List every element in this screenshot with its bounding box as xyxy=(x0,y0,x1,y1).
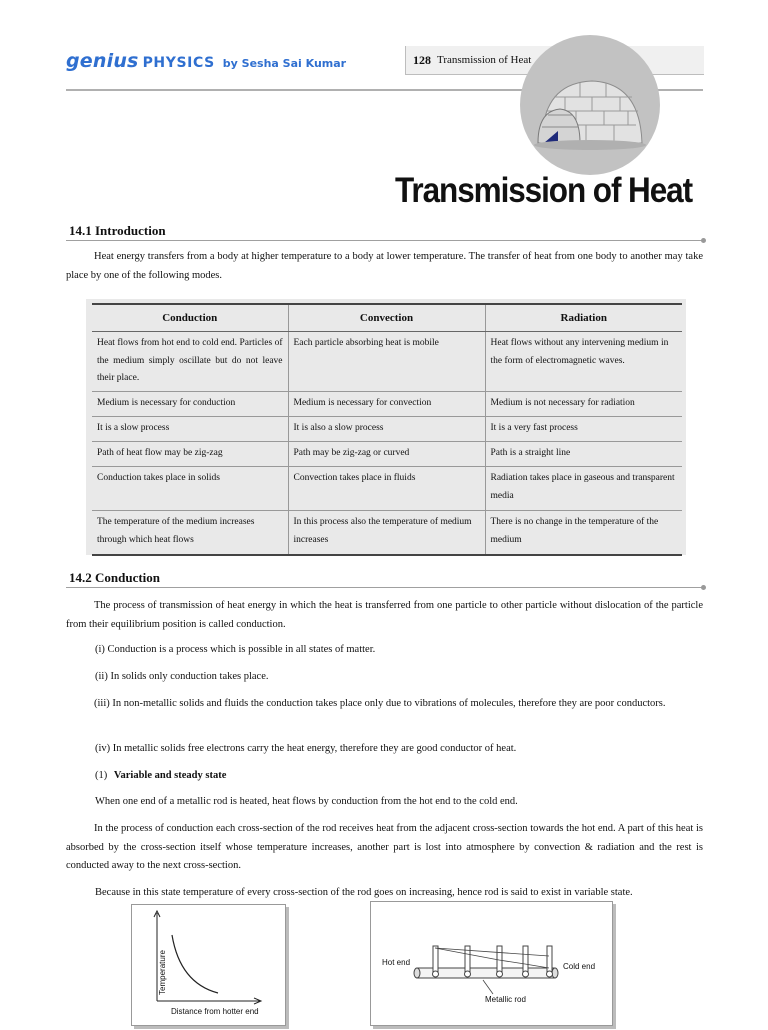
table-row xyxy=(92,417,682,442)
intro-paragraph: Heat energy transfers from a body at higher temperature to a body at lower temperature. The transfer of heat from one body to another may take place by one of the following modes. xyxy=(66,251,703,281)
column-header: Conduction xyxy=(92,304,288,332)
table-header-row xyxy=(92,304,682,332)
page-number: 128 xyxy=(413,53,431,67)
table-cell: Path of heat flow may be zig-zag xyxy=(92,442,288,467)
table-row xyxy=(92,392,682,417)
section-rule xyxy=(66,240,703,241)
table-cell: Path may be zig-zag or curved xyxy=(288,442,485,467)
y-axis-label: Temperature xyxy=(157,950,167,995)
table-cell: There is no change in the temperature of the medium xyxy=(485,511,682,555)
chapter-title: Transmission of Heat xyxy=(395,171,692,210)
table-cell: Radiation takes place in gaseous and transparent media xyxy=(485,467,682,511)
table-row xyxy=(92,332,682,392)
column-header: Convection xyxy=(288,304,485,332)
table-cell: Each particle absorbing heat is mobile xyxy=(288,332,485,392)
conduction-point-2: (ii) In solids only conduction takes place. xyxy=(95,671,269,682)
table-cell: Conduction takes place in solids xyxy=(92,467,288,511)
brand-logo xyxy=(66,50,346,72)
modes-comparison-table xyxy=(92,303,682,556)
subsection-number: (1) xyxy=(95,770,108,781)
metallic-rod-label: Metallic rod xyxy=(485,995,526,1004)
subsection-title: Variable and steady state xyxy=(113,770,227,781)
table-cell: Path is a straight line xyxy=(485,442,682,467)
conduction-point-4: (iv) In metallic solids free electrons carry the heat energy, therefore they are good conductor of heat. xyxy=(95,743,517,754)
rule-end-dot xyxy=(701,238,706,243)
section-heading-conduction: 14.2 Conduction xyxy=(69,570,161,585)
igloo-icon xyxy=(520,35,660,175)
variable-state-para-3: Because in this state temperature of every cross-section of the rod goes on increasing, hence rod is said to exist in variable state. xyxy=(95,887,633,898)
table-cell: In this process also the temperature of medium increases xyxy=(288,511,485,555)
table-cell: Heat flows from hot end to cold end. Particles of the medium simply oscillate but do not leave their place. xyxy=(92,332,288,392)
column-header: Radiation xyxy=(485,304,682,332)
table-cell: The temperature of the medium increases through which heat flows xyxy=(92,511,288,555)
section-heading-introduction: 14.1 Introduction xyxy=(69,223,166,238)
x-axis-label: Distance from hotter end xyxy=(171,1007,259,1016)
table-cell: It is a very fast process xyxy=(485,417,682,442)
table-cell: Medium is not necessary for radiation xyxy=(485,392,682,417)
table-cell: Medium is necessary for conduction xyxy=(92,392,288,417)
conduction-point-1: (i) Conduction is a process which is possible in all states of matter. xyxy=(95,644,376,655)
hot-end-label: Hot end xyxy=(382,958,411,967)
table-cell: It is also a slow process xyxy=(288,417,485,442)
table-cell: Heat flows without any intervening medium in the form of electromagnetic waves. xyxy=(485,332,682,392)
rule-end-dot xyxy=(701,585,706,590)
table-row xyxy=(92,467,682,511)
conduction-definition: The process of transmission of heat energy in which the heat is transferred from one particle to other particle without dislocation of the particle from their equilibrium position is called conduction. xyxy=(66,600,703,630)
subsection-heading xyxy=(95,767,226,786)
variable-state-para-2: In the process of conduction each cross-section of the rod receives heat from the adjacent cross-section towards the hot end. A part of this heat is absorbed by the cross-section itself whose temperature increases, another part is lost into atmosphere by convection & radiation and the rest is conducted away to the next cross-section. xyxy=(66,823,703,871)
table-row xyxy=(92,442,682,467)
table-cell: Medium is necessary for convection xyxy=(288,392,485,417)
conduction-point-3: (iii) In non-metallic solids and fluids the conduction takes place only due to vibrations of molecules, therefore they are poor conductors. xyxy=(94,698,666,709)
brand-author: by Sesha Sai Kumar xyxy=(222,57,347,70)
table-cell: It is a slow process xyxy=(92,417,288,442)
running-title: Transmission of Heat xyxy=(437,54,532,66)
table-cell: Convection takes place in fluids xyxy=(288,467,485,511)
brand-genius: genius xyxy=(66,50,139,72)
section-rule xyxy=(66,587,703,588)
table-row xyxy=(92,511,682,555)
cold-end-label: Cold end xyxy=(563,962,596,971)
variable-state-para-1: When one end of a metallic rod is heated, heat flows by conduction from the hot end to the cold end. xyxy=(95,796,518,807)
brand-physics: PHYSICS xyxy=(142,55,215,71)
temperature-curve xyxy=(172,935,218,993)
igloo-illustration xyxy=(520,35,660,175)
